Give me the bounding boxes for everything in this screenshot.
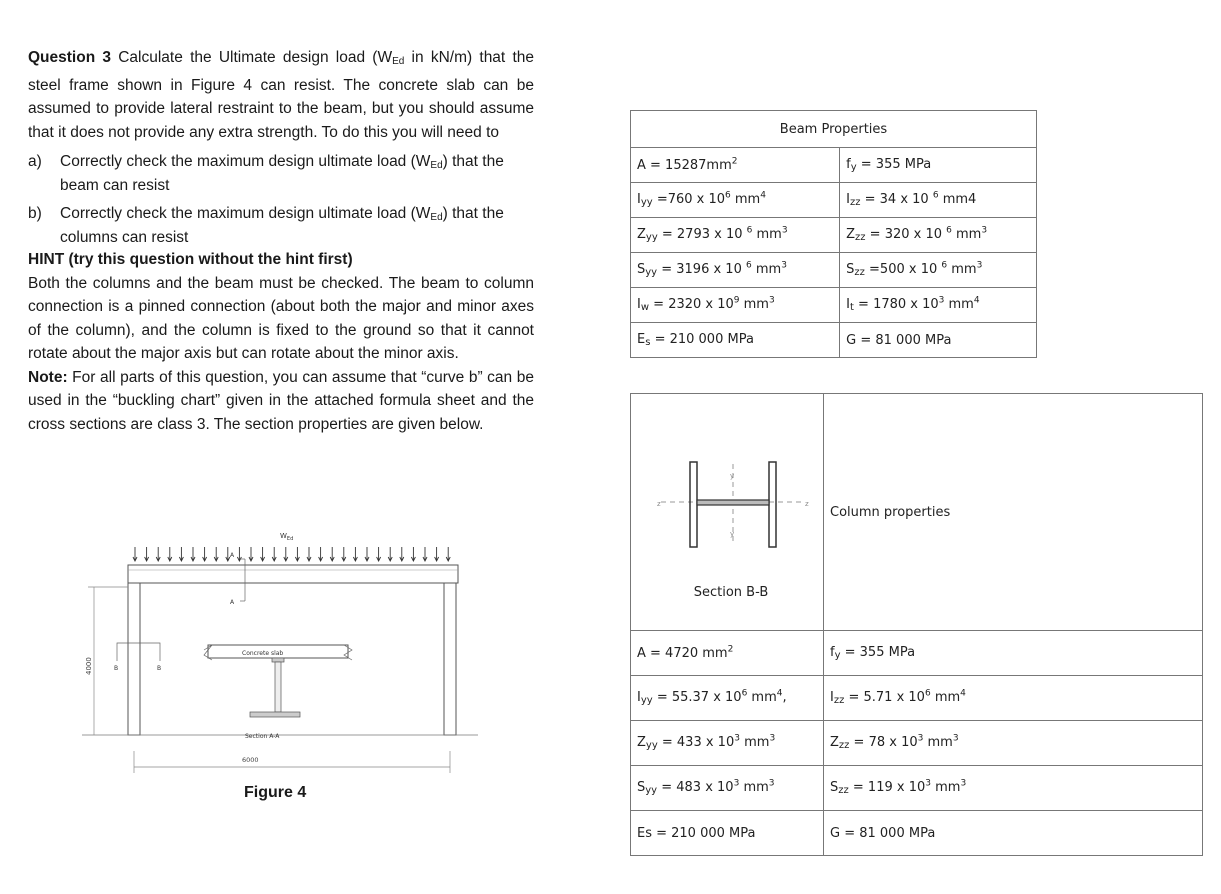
property-row (631, 288, 1037, 323)
load-arrow (168, 547, 172, 561)
hint-heading: HINT (try this question without the hint first) (28, 251, 353, 268)
column-table-title: Column properties (824, 394, 1203, 631)
section-aa-label: Section A-A (245, 733, 280, 740)
property-row (631, 721, 1203, 766)
property-cell: $I_t = 1780$ x $10^3$ $mm^4$ (840, 288, 1037, 323)
property-cell: $S_{zz} = 119$ x $10^3$ $mm^3$ (824, 766, 1203, 811)
property-cell: $Z_{zz} = 78$ x $10^3$ $mm^3$ (824, 721, 1203, 766)
property-cell: $E_s = 210$ 000 MPa (631, 323, 840, 358)
load-arrow (365, 547, 369, 561)
property-cell: $S_{zz} =500$ x 10 $^6$ $mm^3$ (840, 253, 1037, 288)
axis-y-bottom: y (730, 530, 735, 538)
load-arrow (307, 547, 311, 561)
figure-4-frame (80, 525, 480, 780)
property-cell: A = 4720 $mm^2$ (631, 631, 824, 676)
property-cell: $f_y = 355$ MPa (840, 148, 1037, 183)
load-arrow (377, 547, 381, 561)
question-intro: Question 3 Calculate the Ultimate design load ($W_{Ed}$ in kN/m) that the steel frame shown in Figure 4 can resist. The concrete slab can be assumed to provide lateral restraint to the beam, but you should assume that it does not provide any extra strength. To do this you will need to (28, 49, 534, 141)
axis-z-right: z (805, 500, 809, 508)
property-row (631, 631, 1203, 676)
beam-table-title: Beam Properties (631, 111, 1037, 148)
property-cell: $Z_{zz} = 320$ x 10 $^6$ $mm^3$ (840, 218, 1037, 253)
axis-z-left: z (657, 500, 661, 508)
load-arrow (435, 547, 439, 561)
load-arrow (319, 547, 323, 561)
question-block (28, 46, 534, 436)
property-cell: $I_{zz} = 5.71$ x $10^6$ $mm^4$ (824, 676, 1203, 721)
property-row (631, 811, 1203, 856)
load-arrow (145, 547, 149, 561)
property-cell: $I_{yy} =760$ x $10^6$ $mm^4$ (631, 183, 840, 218)
property-row (631, 253, 1037, 288)
load-arrow (411, 547, 415, 561)
note-paragraph: Note: For all parts of this question, you can assume that “curve b” can be used in the “buckling chart” given in the attached formula sheet and the cross sections are class 3. The section properties are given below. (28, 368, 534, 433)
marker-b-right: B (157, 665, 162, 672)
column-properties-table (630, 393, 1203, 856)
height-dimension: 4000 (85, 657, 93, 675)
axis-y-top: y (730, 472, 735, 480)
property-cell: $A = 15287mm^2$ (631, 148, 840, 183)
marker-a-bottom: A (230, 599, 235, 606)
load-arrow (400, 547, 404, 561)
load-label: $W_{Ed}$ (280, 532, 294, 542)
property-cell: $Z_{yy} = 2793$ x 10 $^6$ $mm^3$ (631, 218, 840, 253)
property-cell: $I_w = 2320$ x $10^9$ $mm^3$ (631, 288, 840, 323)
frame-drawing (80, 525, 480, 780)
load-arrow (353, 547, 357, 561)
property-row (631, 676, 1203, 721)
load-arrow (330, 547, 334, 561)
marker-a-top: A (230, 552, 235, 559)
beam-properties-table (630, 110, 1037, 358)
load-arrow (133, 547, 137, 561)
column-section-drawing (631, 394, 823, 626)
span-dimension: 6000 (242, 756, 259, 764)
load-arrow (342, 547, 346, 561)
property-cell: $Z_{yy} = 433$ x $10^3$ $mm^3$ (631, 721, 824, 766)
figure-caption: Figure 4 (244, 784, 307, 801)
load-arrow (179, 547, 183, 561)
section-bb-label: Section B-B (693, 585, 769, 600)
load-arrow (272, 547, 276, 561)
load-arrow (423, 547, 427, 561)
property-cell: G = 81 000 MPa (840, 323, 1037, 358)
property-cell: $S_{yy} = 483$ x $10^3$ $mm^3$ (631, 766, 824, 811)
property-row (631, 183, 1037, 218)
property-cell: Es = 210 000 MPa (631, 811, 824, 856)
load-arrow (203, 547, 207, 561)
property-row (631, 766, 1203, 811)
property-row (631, 323, 1037, 358)
load-arrow (388, 547, 392, 561)
property-cell: $f_y = 355$ MPa (824, 631, 1203, 676)
task-item-b: b) Correctly check the maximum design ultimate load $(W_{Ed})$ that the columns can resist (28, 205, 504, 246)
question-label: Question 3 (28, 49, 112, 66)
load-arrow (214, 547, 218, 561)
load-arrow (249, 547, 253, 561)
slab-label: Concrete slab (242, 650, 284, 657)
task-item-a: a) Correctly check the maximum design ultimate load $(W_{Ed})$ that the beam can resist (28, 153, 504, 194)
load-arrow (446, 547, 450, 561)
hint-body: Both the columns and the beam must be checked. The beam to column connection is a pinned connection (about both the major and minor axes of the column), and the column is fixed to the ground so that it cannot rotate about the major axis but can rotate about the minor axis. (28, 274, 534, 362)
property-cell: $I_{yy} = 55.37$ x $10^6$ $mm^4$, (631, 676, 824, 721)
property-cell: $S_{yy} = 3196$ x 10 $^6$ $mm^3$ (631, 253, 840, 288)
load-arrow (191, 547, 195, 561)
marker-b-left: B (114, 665, 119, 672)
section-bb-cell (631, 394, 824, 631)
property-cell: G = 81 000 MPa (824, 811, 1203, 856)
load-arrow (295, 547, 299, 561)
property-row (631, 218, 1037, 253)
property-cell: $I_{zz} = 34$ x 10 $^6$ mm4 (840, 183, 1037, 218)
load-arrow (284, 547, 288, 561)
load-arrow (156, 547, 160, 561)
property-row (631, 148, 1037, 183)
load-arrow (261, 547, 265, 561)
